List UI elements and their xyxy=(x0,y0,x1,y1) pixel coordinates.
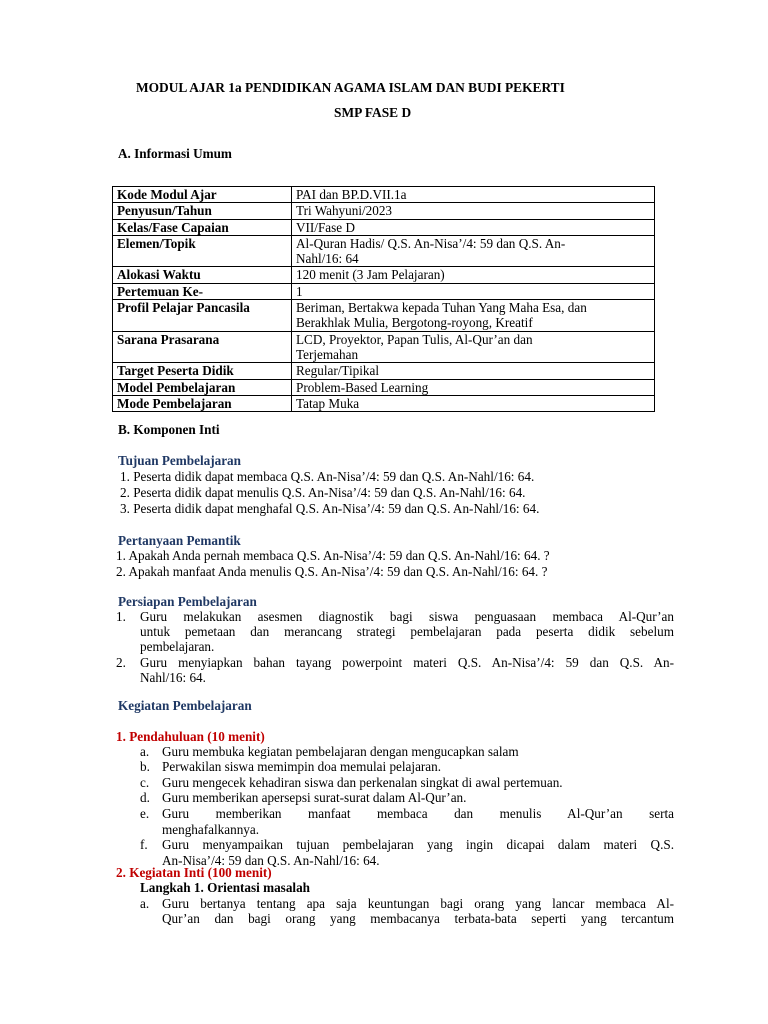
info-value-line: 1 xyxy=(296,283,303,299)
info-row xyxy=(113,267,655,283)
info-row xyxy=(113,219,655,235)
info-value xyxy=(292,331,655,363)
pendahuluan-item-letter: e. xyxy=(140,806,150,821)
persiapan-num: 1. xyxy=(116,609,126,624)
info-value xyxy=(292,300,655,332)
document-title: MODUL AJAR 1a PENDIDIKAN AGAMA ISLAM DAN BUDI PEKERTI xyxy=(136,80,565,95)
kegiatan-heading: Kegiatan Pembelajaran xyxy=(118,698,252,713)
persiapan-heading: Persiapan Pembelajaran xyxy=(118,594,257,609)
pendahuluan-item-line: Guru memberikan apersepsi surat-surat dalam Al-Qur’an. xyxy=(162,790,467,805)
info-value-line: Tri Wahyuni/2023 xyxy=(296,203,393,219)
persiapan-line: Guru melakukan asesmen diagnostik bagi siswa penguasaan membaca Al-Qur’an xyxy=(140,609,674,624)
info-row xyxy=(113,300,655,332)
info-value-line: Berakhlak Mulia, Bergotong-royong, Kreatif xyxy=(296,315,533,331)
info-value xyxy=(292,187,655,203)
info-value xyxy=(292,219,655,235)
pendahuluan-heading: 1. Pendahuluan (10 menit) xyxy=(116,729,265,744)
persiapan-line: Nahl/16: 64. xyxy=(140,670,206,685)
info-row xyxy=(113,283,655,299)
inti-item-line: Qur’an dan bagi orang yang membacanya terbata-bata seperti yang tercantum xyxy=(162,911,674,926)
info-key: Target Peserta Didik xyxy=(113,363,292,379)
info-table xyxy=(112,186,655,412)
info-value-line: Problem-Based Learning xyxy=(296,379,429,395)
persiapan-line: pembelajaran. xyxy=(140,639,215,654)
info-value xyxy=(292,363,655,379)
tujuan-heading: Tujuan Pembelajaran xyxy=(118,453,241,468)
pertanyaan-item: 1. Apakah Anda pernah membaca Q.S. An-Nisa’/4: 59 dan Q.S. An-Nahl/16: 64. ? xyxy=(116,548,550,563)
info-row xyxy=(113,379,655,395)
info-value-line: Nahl/16: 64 xyxy=(296,251,359,267)
info-key: Kelas/Fase Capaian xyxy=(113,219,292,235)
pendahuluan-item-line: Guru memberikan manfaat membaca dan menulis Al-Qur’an serta xyxy=(162,806,674,821)
tujuan-item: 3. Peserta didik dapat menghafal Q.S. An-Nisa’/4: 59 dan Q.S. An-Nahl/16: 64. xyxy=(120,501,540,516)
info-value-line: Beriman, Bertakwa kepada Tuhan Yang Maha Esa, dan xyxy=(296,300,587,316)
info-key: Pertemuan Ke- xyxy=(113,283,292,299)
langkah-1-heading: Langkah 1. Orientasi masalah xyxy=(140,880,311,895)
pendahuluan-item-line: Guru membuka kegiatan pembelajaran dengan mengucapkan salam xyxy=(162,744,519,759)
persiapan-line: untuk pemetaan dan merancang strategi pembelajaran pada peserta didik sebelum xyxy=(140,624,674,639)
inti-item-line: Guru bertanya tentang apa saja keuntungan bagi orang yang lancar membaca Al- xyxy=(162,896,674,911)
info-value xyxy=(292,283,655,299)
info-value-line: Tatap Muka xyxy=(296,395,360,411)
info-row xyxy=(113,395,655,411)
pertanyaan-heading: Pertanyaan Pemantik xyxy=(118,533,241,548)
info-row xyxy=(113,331,655,363)
pendahuluan-item-line: Guru menyampaikan tujuan pembelajaran yang ingin dicapai dalam materi Q.S. xyxy=(162,837,674,852)
info-value xyxy=(292,267,655,283)
persiapan-num: 2. xyxy=(116,655,126,670)
section-b-heading: B. Komponen Inti xyxy=(118,422,220,437)
info-value-line: Regular/Tipikal xyxy=(296,363,380,379)
pendahuluan-item-letter: a. xyxy=(140,744,150,759)
info-value-line: PAI dan BP.D.VII.1a xyxy=(296,187,407,202)
info-key: Penyusun/Tahun xyxy=(113,203,292,219)
document-subtitle: SMP FASE D xyxy=(334,105,412,120)
info-value-line: 120 menit (3 Jam Pelajaran) xyxy=(296,267,445,283)
info-row xyxy=(113,235,655,267)
info-key: Sarana Prasarana xyxy=(113,331,292,363)
info-row xyxy=(113,203,655,219)
info-value xyxy=(292,235,655,267)
tujuan-item: 1. Peserta didik dapat membaca Q.S. An-Nisa’/4: 59 dan Q.S. An-Nahl/16: 64. xyxy=(120,469,535,484)
info-key: Mode Pembelajaran xyxy=(113,395,292,411)
pertanyaan-item: 2. Apakah manfaat Anda menulis Q.S. An-Nisa’/4: 59 dan Q.S. An-Nahl/16: 64. ? xyxy=(116,564,548,579)
info-key: Profil Pelajar Pancasila xyxy=(113,300,292,332)
pendahuluan-item-line: menghafalkannya. xyxy=(162,821,260,837)
info-row xyxy=(113,187,655,203)
tujuan-item: 2. Peserta didik dapat menulis Q.S. An-Nisa’/4: 59 dan Q.S. An-Nahl/16: 64. xyxy=(120,485,526,500)
pendahuluan-item-letter: c. xyxy=(140,775,150,790)
section-a-heading: A. Informasi Umum xyxy=(118,146,232,161)
pendahuluan-item-line: An-Nisa’/4: 59 dan Q.S. An-Nahl/16: 64. xyxy=(162,852,380,868)
pendahuluan-item-line: Guru mengecek kehadiran siswa dan perkenalan singkat di awal pertemuan. xyxy=(162,775,563,790)
info-key: Elemen/Topik xyxy=(113,235,292,267)
pendahuluan-item-line: Perwakilan siswa memimpin doa memulai pelajaran. xyxy=(162,759,442,774)
info-row xyxy=(113,363,655,379)
inti-heading: 2. Kegiatan Inti (100 menit) xyxy=(116,865,272,880)
inti-item-letter: a. xyxy=(140,896,150,911)
info-value-line: LCD, Proyektor, Papan Tulis, Al-Qur’an dan xyxy=(296,331,533,347)
info-value xyxy=(292,379,655,395)
info-key: Alokasi Waktu xyxy=(113,267,292,283)
info-value xyxy=(292,203,655,219)
info-value-line: Terjemahan xyxy=(296,346,359,362)
info-key: Kode Modul Ajar xyxy=(113,187,292,203)
info-value-line: Al-Quran Hadis/ Q.S. An-Nisa’/4: 59 dan Q.S. An- xyxy=(296,235,566,251)
pendahuluan-item-letter: f. xyxy=(140,837,148,852)
info-value xyxy=(292,395,655,411)
pendahuluan-item-letter: d. xyxy=(140,790,150,805)
persiapan-line: Guru menyiapkan bahan tayang powerpoint materi Q.S. An-Nisa’/4: 59 dan Q.S. An- xyxy=(140,655,674,670)
info-value-line: VII/Fase D xyxy=(296,219,355,235)
info-key: Model Pembelajaran xyxy=(113,379,292,395)
pendahuluan-item-letter: b. xyxy=(140,759,150,774)
